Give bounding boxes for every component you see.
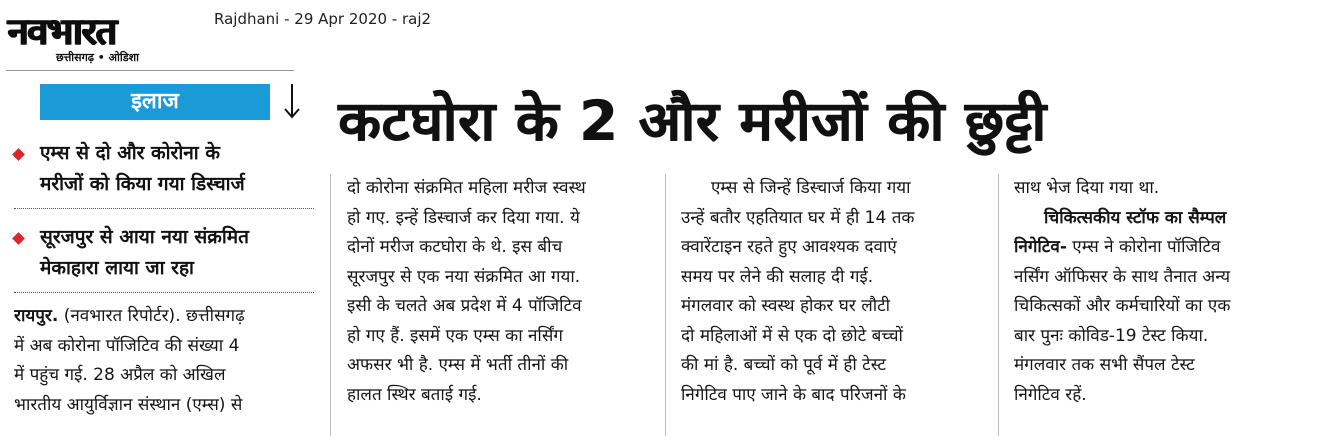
article-subhead: चिकित्सकीय स्टॉफ का सैम्पल xyxy=(1044,207,1227,228)
article-line: साथ भेज दिया गया था. xyxy=(1014,178,1160,198)
article-line: की मां है. बच्चों को पूर्व में ही टेस्ट xyxy=(681,355,886,375)
article-line: दो कोरोना संक्रमित महिला मरीज स्वस्थ xyxy=(347,178,586,198)
article-line xyxy=(14,302,316,332)
article-line: हो गए हैं. इसमें एक एम्स का नर्सिंग xyxy=(347,325,563,346)
article-text: (नवभारत रिपोर्टर). छत्तीसगढ़ xyxy=(58,306,245,326)
article-line: मंगलवार को स्वस्थ होकर घर लौटी xyxy=(681,296,891,316)
highlight-line: मरीजों को किया गया डिस्चार्ज xyxy=(40,173,245,195)
logo-wordmark: नवभारत xyxy=(8,10,116,53)
article-column-3 xyxy=(681,174,985,410)
article-line: दोनों मरीज कटघोरा के थे. इस बीच xyxy=(347,237,563,257)
article-column-4 xyxy=(1014,174,1320,410)
dotted-divider xyxy=(14,208,314,209)
article-line: सूरजपुर से एक नया संक्रमित आ गया. xyxy=(347,266,581,287)
highlight-line: मेकाहारा लाया जा रहा xyxy=(40,257,194,279)
article-line: बार पुनः कोविड-19 टेस्ट किया. xyxy=(1014,325,1209,346)
highlight-item xyxy=(14,222,314,284)
section-tag: इलाज xyxy=(40,84,270,120)
article-line: दो महिलाओं में से एक दो छोटे बच्चों xyxy=(681,325,903,346)
article-line: उन्हें बतौर एहतियात घर में ही 14 तक xyxy=(681,207,915,228)
arrow-down-icon xyxy=(282,82,302,122)
article-line: इसी के चलते अब प्रदेश में 4 पॉजिटिव xyxy=(347,296,582,316)
highlight-line: सूरजपुर से आया नया संक्रमित xyxy=(40,226,249,248)
article-line: चिकित्सकों और कर्मचारियों का एक xyxy=(1014,296,1231,316)
edition-line: Rajdhani - 29 Apr 2020 - raj2 xyxy=(214,10,432,28)
article-line xyxy=(1014,233,1320,263)
article-line: में पहुंच गई. 28 अप्रैल को अखिल xyxy=(14,365,226,385)
column-divider xyxy=(998,174,999,436)
article-line: क्वारेंटाइन रहते हुए आवश्यक दवाएं xyxy=(681,237,897,257)
dateline: रायपुर. xyxy=(14,306,59,326)
article-line: मंगलवार तक सभी सैंपल टेस्ट xyxy=(1014,355,1195,375)
article-line: एम्स से जिन्हें डिस्चार्ज किया गया xyxy=(711,178,911,198)
article-column-2 xyxy=(347,174,651,410)
article-line: निगेटिव रहें. xyxy=(1014,384,1087,405)
article-line: अफसर भी है. एम्स में भर्ती तीनों की xyxy=(347,355,569,375)
article-line: हालत स्थिर बताई गई. xyxy=(347,384,482,405)
article-line: में अब कोरोना पॉजिटिव की संख्या 4 xyxy=(14,335,240,356)
logo-subtitle: छत्तीसगढ़ • ओडिशा xyxy=(56,51,139,64)
highlight-line: एम्स से दो और कोरोना के xyxy=(40,142,220,164)
masthead-divider xyxy=(6,70,294,71)
article-line: समय पर लेने की सलाह दी गई. xyxy=(681,266,874,287)
article-line: भारतीय आयुर्विज्ञान संस्थान (एम्स) से xyxy=(14,394,243,415)
dotted-divider xyxy=(14,292,314,293)
headline: कटघोरा के 2 और मरीजों की छुट्टी xyxy=(338,89,1047,153)
article-line: हो गए. इन्हें डिस्चार्ज कर दिया गया. ये xyxy=(347,207,580,228)
article-subhead: निगेटिव- xyxy=(1014,237,1067,257)
article-text: एम्स ने कोरोना पॉजिटिव xyxy=(1066,237,1221,257)
article-line: निगेटिव पाए जाने के बाद परिजनों के xyxy=(681,384,906,405)
article-column-1 xyxy=(14,302,316,420)
highlight-item xyxy=(14,138,314,200)
newspaper-logo xyxy=(2,4,198,64)
article-line: नर्सिंग ऑफिसर के साथ तैनात अन्य xyxy=(1014,266,1231,287)
column-divider xyxy=(330,174,331,436)
column-divider xyxy=(665,174,666,436)
